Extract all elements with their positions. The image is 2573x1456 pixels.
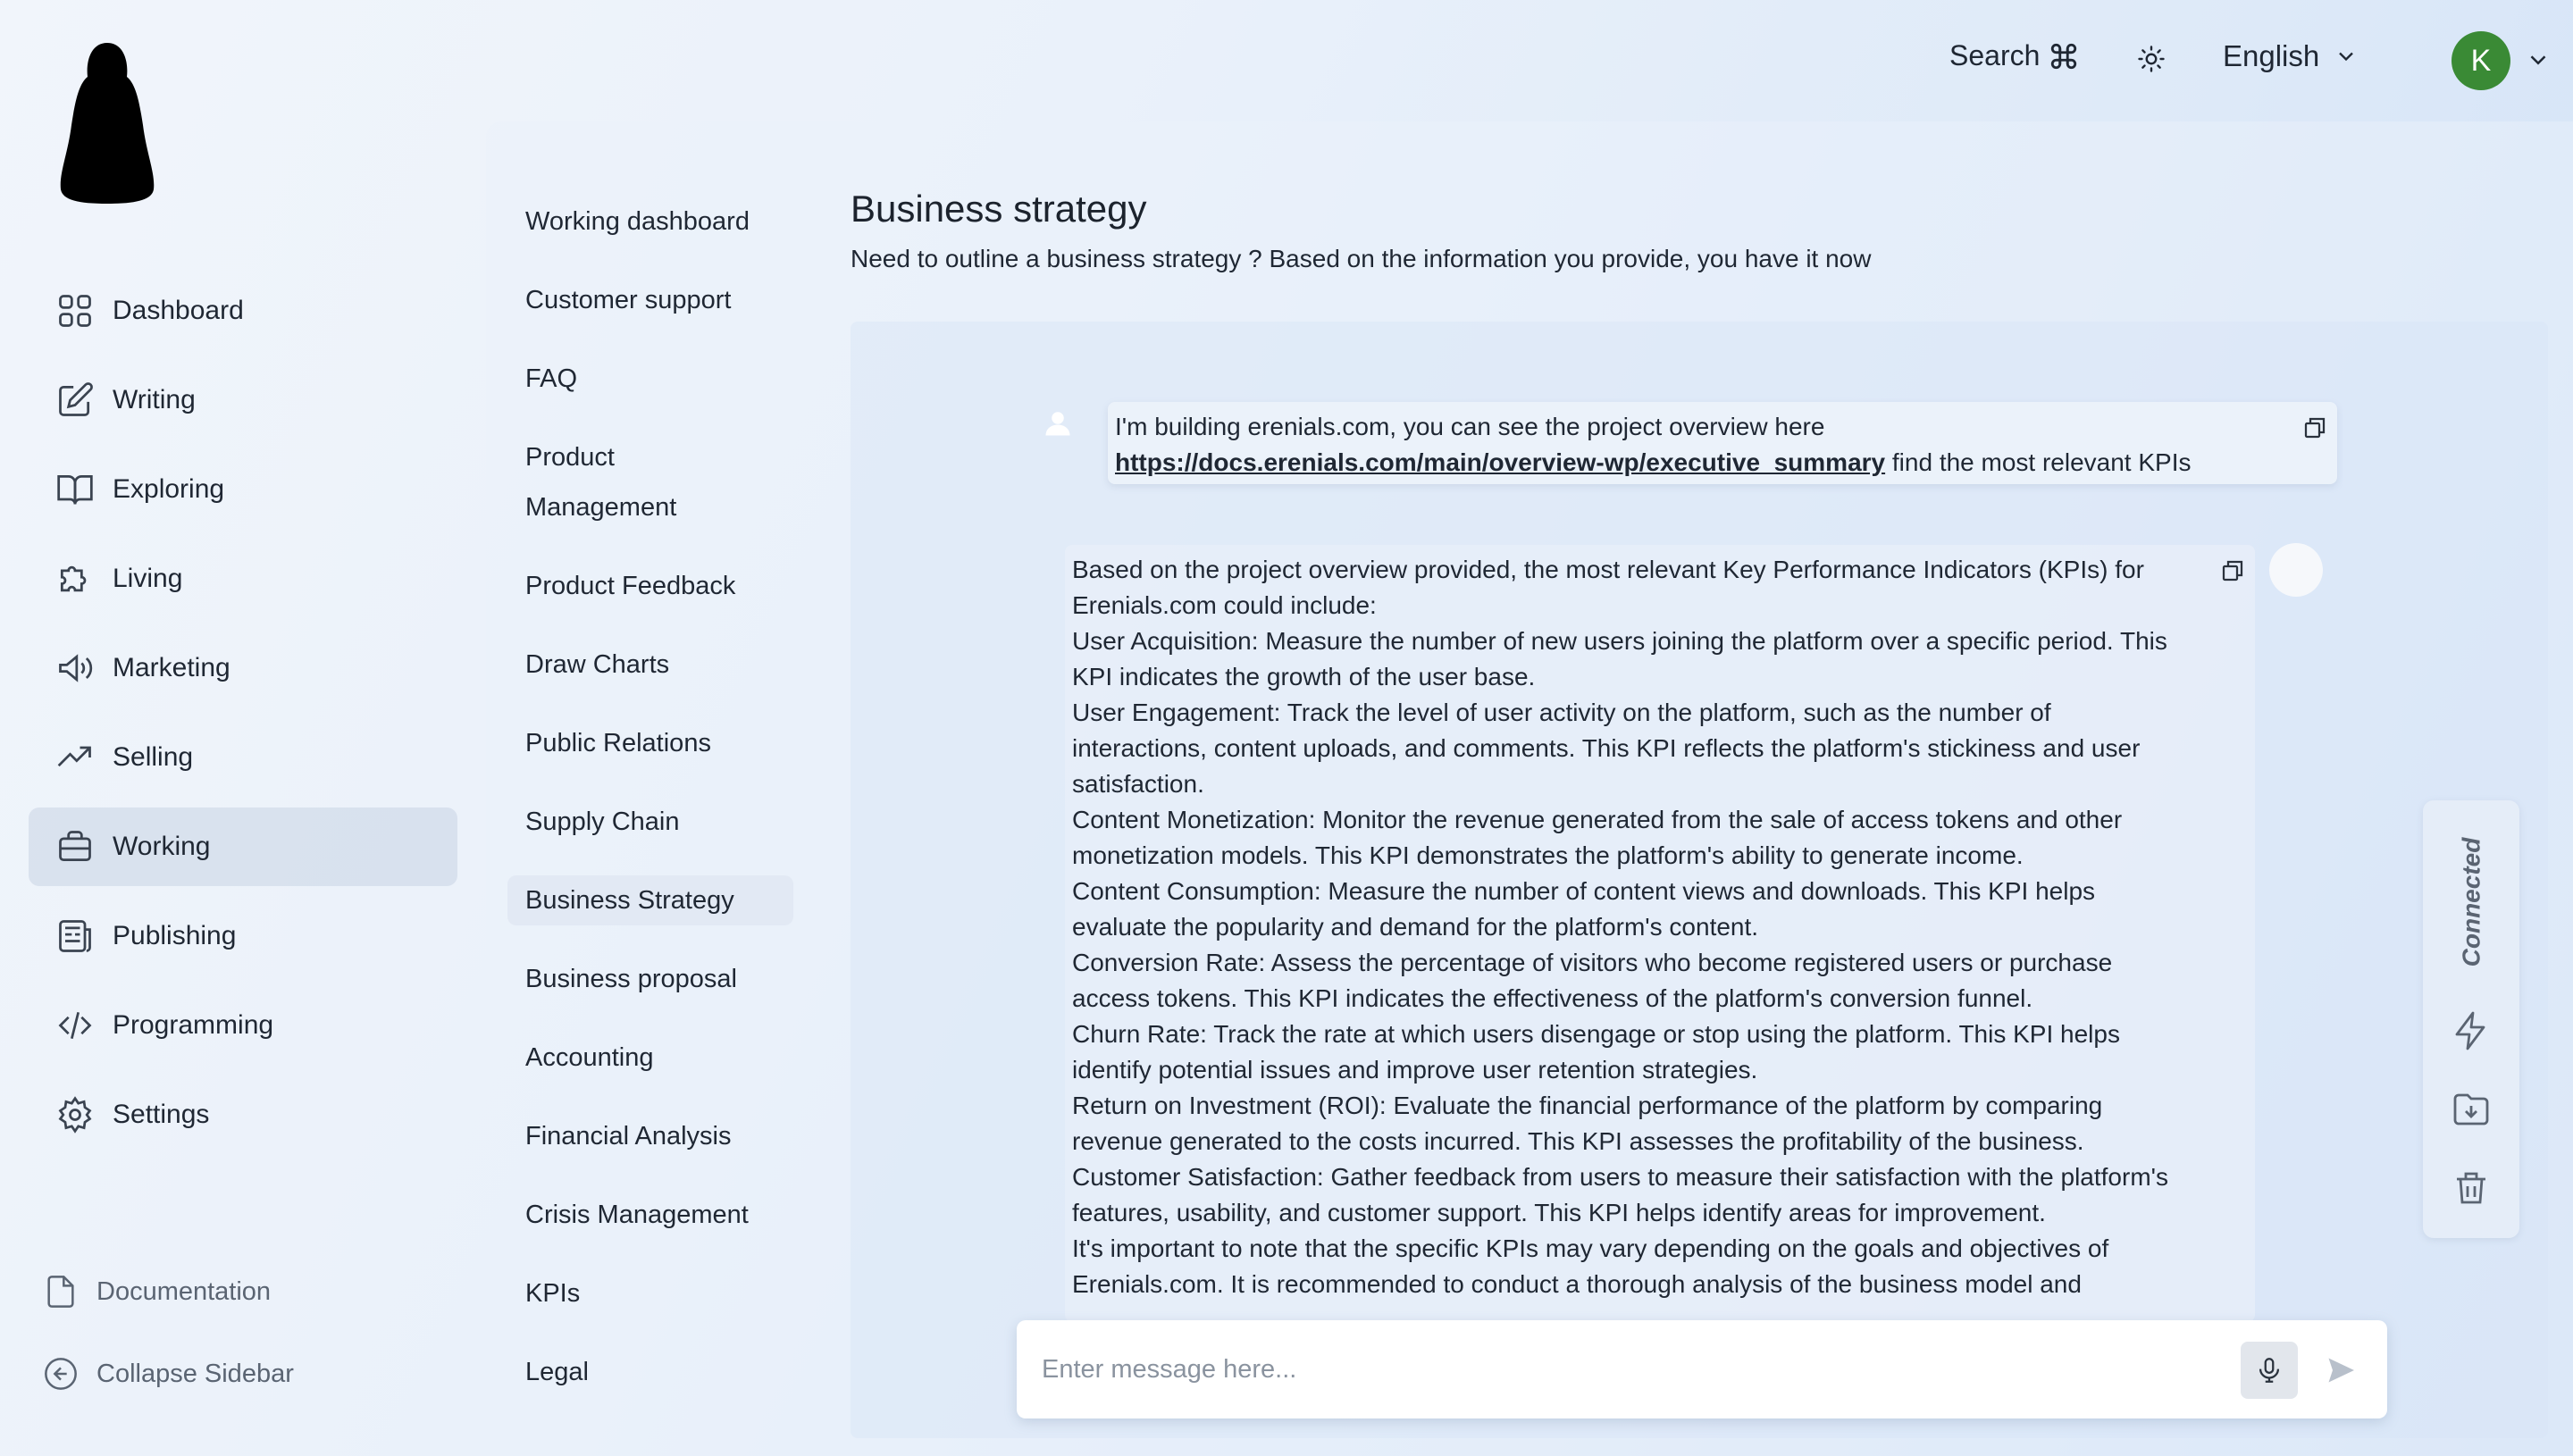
assistant-message-line: Conversion Rate: Assess the percentage of visitors who become registered users or purchase access tokens. This KPI indicates the effectiveness of the platform's conversion funnel. [1072, 949, 2113, 1012]
document-icon [43, 1274, 79, 1310]
search-label: Search [1949, 39, 2041, 71]
assistant-message-line: User Engagement: Track the level of user activity on the platform, such as the number of interactions, content uploads, and comments. This KPI reflects the platform's stickiness and user satisfaction. [1072, 699, 2141, 798]
submenu-item-active[interactable]: Business Strategy [507, 875, 793, 925]
submenu-item[interactable]: FAQ [525, 364, 578, 393]
submenu-item[interactable]: Financial Analysis [525, 1122, 732, 1151]
connection-status-label: Connected [2457, 837, 2485, 967]
assistant-message-line: Content Consumption: Measure the number of content views and downloads. This KPI helps evaluate the popularity and demand for the platform's content. [1072, 877, 2096, 941]
sidebar-item-exploring[interactable] [29, 450, 457, 529]
lightning-icon [2450, 1009, 2493, 1052]
chevron-down-icon [2525, 46, 2552, 73]
assistant-message [1065, 545, 2255, 1322]
user-message-text: I'm building erenials.com, you can see the project overview here [1115, 413, 1825, 440]
send-icon [2325, 1354, 2357, 1386]
sidebar-item-label: Settings [113, 1100, 210, 1129]
submenu-item[interactable]: Accounting [525, 1043, 654, 1072]
message-composer [1017, 1320, 2387, 1418]
sidebar-item-dashboard[interactable] [29, 272, 457, 350]
sidebar-item-label: Programming [113, 1010, 274, 1040]
microphone-icon [2254, 1355, 2284, 1385]
collapse-sidebar-label: Collapse Sidebar [96, 1359, 294, 1388]
sidebar-item-label: Selling [113, 742, 194, 772]
assistant-message-line: It's important to note that the specific KPIs may vary depending on the goals and objectives of Erenials.com. It is recommended to conduct a thorough analysis of the business model and [1072, 1234, 2109, 1298]
sidebar-item-publishing[interactable] [29, 897, 457, 975]
message-input[interactable] [1042, 1345, 2203, 1393]
documentation-label: Documentation [96, 1276, 272, 1306]
submenu-item[interactable]: Public Relations [525, 729, 711, 757]
sidebar-item-label: Working [113, 832, 211, 861]
user-message-avatar [1042, 407, 1074, 439]
chevron-down-icon [2334, 44, 2359, 69]
copy-icon [2301, 414, 2328, 441]
trash-icon [2450, 1167, 2493, 1209]
sidebar-item-settings[interactable] [29, 1075, 457, 1154]
language-selector[interactable] [2223, 39, 2359, 73]
submenu-item[interactable]: Legal [525, 1358, 589, 1386]
sidebar-item-programming[interactable] [29, 986, 457, 1065]
connection-status [2441, 831, 2502, 974]
folder-download-icon [2450, 1088, 2493, 1131]
sidebar-item-writing[interactable] [29, 361, 457, 439]
user-message [1108, 402, 2337, 484]
submenu-item[interactable]: Product Feedback [525, 572, 736, 600]
documentation-link[interactable] [43, 1274, 271, 1310]
sidebar-item-label: Publishing [113, 921, 237, 950]
account-menu-button[interactable] [2525, 46, 2552, 73]
copy-user-message-button[interactable] [2301, 414, 2328, 441]
trending-up-icon [55, 738, 95, 777]
edit-icon [55, 381, 95, 420]
briefcase-icon [55, 827, 95, 866]
user-icon [1042, 407, 1074, 439]
assistant-avatar [2269, 543, 2323, 597]
assistant-message-line: User Acquisition: Measure the number of new users joining the platform over a specific period. This KPI indicates the growth of the user base. [1072, 627, 2167, 690]
sidebar-item-label: Dashboard [113, 296, 244, 325]
command-key-icon [2049, 41, 2079, 71]
send-button[interactable] [2319, 1349, 2362, 1392]
project-overview-link[interactable]: https://docs.erenials.com/main/overview-wp/executive_summary [1115, 448, 1886, 476]
language-label: English [2223, 39, 2320, 72]
submenu-item[interactable]: Draw Charts [525, 650, 670, 679]
copy-assistant-message-button[interactable] [2219, 557, 2246, 584]
collapse-sidebar-button[interactable] [43, 1356, 294, 1392]
quick-action-button[interactable] [2450, 1009, 2493, 1052]
assistant-message-line: Content Monetization: Monitor the revenue generated from the sale of access tokens and other monetization models. This KPI demonstrates the platform's ability to generate income. [1072, 806, 2123, 869]
megaphone-icon [55, 649, 95, 688]
code-icon [55, 1006, 95, 1045]
app-logo [52, 39, 163, 205]
book-icon [55, 470, 95, 509]
save-conversation-button[interactable] [2450, 1088, 2493, 1131]
delete-conversation-button[interactable] [2450, 1167, 2493, 1209]
puzzle-icon [55, 559, 95, 598]
submenu-item[interactable]: Product Management [525, 443, 677, 522]
newspaper-icon [55, 916, 95, 956]
search-button[interactable] [1949, 39, 2079, 72]
submenu-item[interactable]: Crisis Management [525, 1201, 749, 1229]
sidebar-item-selling[interactable] [29, 718, 457, 797]
page-title: Business strategy [851, 188, 1147, 230]
submenu-item[interactable]: Working dashboard [525, 207, 750, 236]
sidebar-item-working[interactable] [29, 807, 457, 886]
sidebar-item-living[interactable] [29, 540, 457, 618]
assistant-message-line: Churn Rate: Track the rate at which users disengage or stop using the platform. This KPI helps identify potential issues and improve user retention strategies. [1072, 1020, 2120, 1084]
sidebar-item-marketing[interactable] [29, 629, 457, 707]
theme-toggle-button[interactable] [2135, 43, 2167, 75]
submenu-item[interactable]: Customer support [525, 286, 732, 314]
submenu-item[interactable]: Business proposal [525, 965, 737, 993]
sun-icon [2135, 43, 2167, 75]
user-message-text: find the most relevant KPIs [1885, 448, 2192, 476]
submenu-item[interactable]: KPIs [525, 1279, 581, 1308]
page-subtitle: Need to outline a business strategy ? Based on the information you provide, you have it now [851, 245, 1872, 272]
sidebar-item-label: Exploring [113, 474, 225, 504]
sidebar-item-label: Marketing [113, 653, 230, 682]
submenu-item[interactable]: Supply Chain [525, 807, 680, 836]
grid-icon [55, 291, 95, 331]
gear-icon [55, 1095, 95, 1134]
main-sidebar [29, 272, 457, 1165]
working-submenu [507, 197, 793, 1426]
assistant-message-line: Customer Satisfaction: Gather feedback from users to measure their satisfaction with the platform's features, usability, and customer support. This KPI helps identify areas for improvement. [1072, 1163, 2168, 1226]
avatar-initial: K [2470, 43, 2492, 78]
sidebar-item-label: Writing [113, 385, 196, 414]
assistant-message-line: Return on Investment (ROI): Evaluate the financial performance of the platform by comparing revenue generated to the costs incurred. This KPI assesses the profitability of the business. [1072, 1092, 2103, 1155]
sidebar-item-label: Living [113, 564, 183, 593]
copy-icon [2219, 557, 2246, 584]
voice-input-button[interactable] [2241, 1342, 2298, 1399]
arrow-left-circle-icon [43, 1356, 79, 1392]
assistant-message-line: Based on the project overview provided, the most relevant Key Performance Indicators (KPIs) for Erenials.com could include: [1072, 556, 2144, 619]
user-avatar[interactable] [2451, 31, 2510, 90]
